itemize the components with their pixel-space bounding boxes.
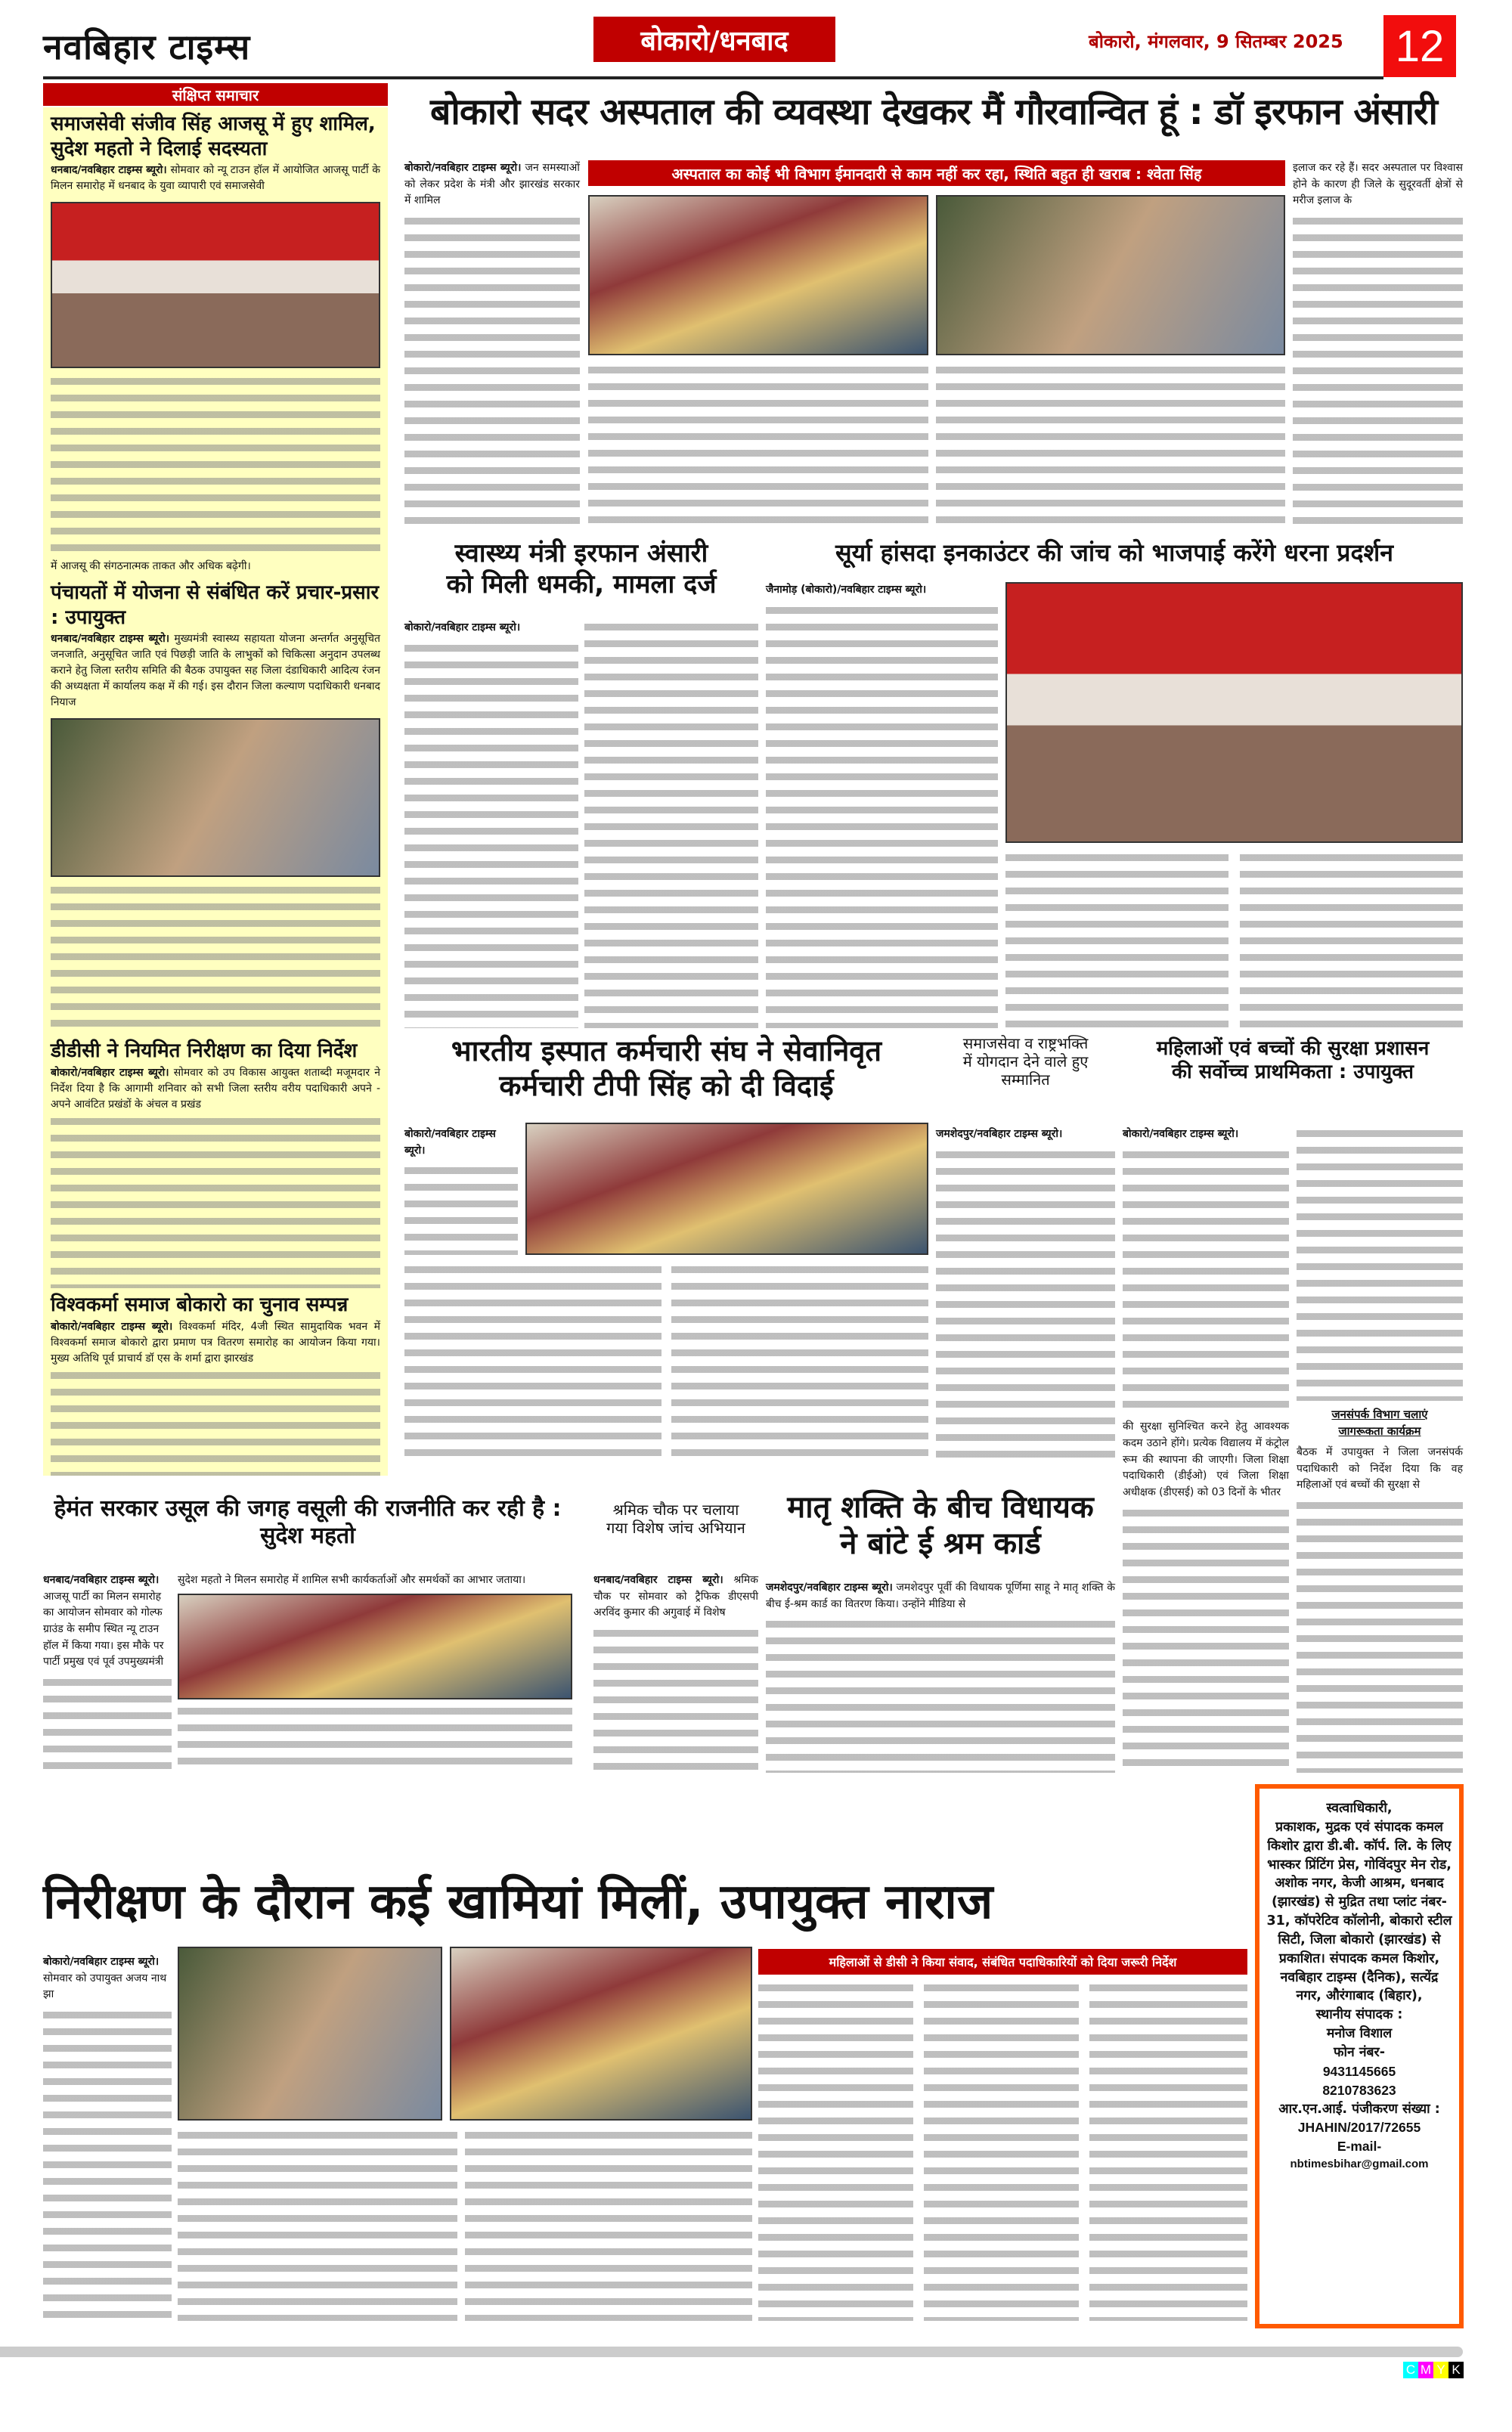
threat-column-1 [404,620,578,1028]
page-number: 12 [1383,15,1456,77]
steel-photo [525,1123,928,1255]
steel-dateline: बोकारो/नवबिहार टाइम्स ब्यूरो। [404,1128,496,1157]
briefs-label: संक्षिप्त समाचार [43,83,388,106]
safety-dateline: बोकारो/नवबिहार टाइम्स ब्यूरो। [1123,1128,1239,1140]
safety-text-lines [1297,1498,1463,1773]
brief-photo [51,718,380,877]
safety-text-lines [1297,1126,1463,1401]
registration-mark-c: C [1403,2362,1418,2378]
brief-headline: विश्वकर्मा समाज बोकारो का चुनाव सम्पन्न [51,1293,349,1316]
shramik-headline: श्रमिक चौक पर चलाया गया विशेष जांच अभियान [606,1501,745,1537]
lead-photo-2 [936,195,1285,355]
steel-text-lines [404,1163,518,1255]
surya-text-lines [766,603,998,1028]
surya-column-1 [766,582,998,1028]
steel-text-lines [404,1262,662,1463]
brief-headline: समाजसेवी संजीव सिंह आजसू में हुए शामिल, सुदेश महतो ने दिलाई सदस्यता [51,113,376,160]
brief-body: बोकारो/नवबिहार टाइम्स ब्यूरो। सोमवार को उप विकास आयुक्त शताब्दी मजूमदार ने निर्देश दिया है कि आगामी शनिवार को सभी जिला स्तरीय वरीय पदाधिकारी अपने - अपने आवंटित प्रखंडों के अंचल व प्रखंड [51,1066,380,1111]
honour-dateline: जमशेदपुर/नवबिहार टाइम्स ब्यूरो। [936,1128,1063,1140]
honour-text-lines [936,1148,1115,1463]
hemant-text-lines [43,1675,172,1773]
safety-text-lines [1123,1148,1289,1414]
safety-body-2: बैठक में उपायुक्त ने जिला जनसंपर्क पदाधिकारी को निर्देश दिया कि वह महिलाओं एवं बच्चों की सुरक्षा से [1297,1445,1463,1492]
issue-date: बोकारो, मंगलवार, 9 सितम्बर 2025 [1089,31,1343,52]
shramik-column [593,1572,758,1773]
matri-text-lines [766,1617,1115,1773]
surya-text-lines [1240,850,1463,1028]
safety-column-2 [1297,1126,1463,1773]
honour-headline: समाजसेवा व राष्ट्रभक्ति में योगदान देने वाले हुए सम्मानित [962,1034,1089,1089]
inspection-photo-1 [178,1947,442,2121]
brief-photo [51,202,380,368]
inspection-text-lines [178,2128,457,2321]
steel-headline: भारतीय इस्पात कर्मचारी संघ ने सेवानिवृत कर्मचारी टीपी सिंह को दी विदाई [451,1034,882,1102]
lead-text-lines [936,363,1285,533]
safety-body: की सुरक्षा सुनिश्चित करने हेतु आवश्यक कदम उठाने होंगे। प्रत्येक विद्यालय में कंट्रोल रूम की स्थापना की जाएगी। जिला शिक्षा पदाधिकारी (डीईओ) एवं जिला शिक्षा अधीक्षक (डीएसई) को 03 दिनों के भीतर [1123,1420,1289,1498]
hemant-text-lines [178,1704,572,1773]
threat-headline: स्वास्थ्य मंत्री इरफान अंसारी को मिली धमकी, मामला दर्ज [446,538,717,599]
brief-body: बोकारो/नवबिहार टाइम्स ब्यूरो। विश्वकर्मा मंदिर, 4जी स्थित सामुदायिक भवन में विश्वकर्मा समाज बोकारो द्वारा प्रमाण पत्र वितरण समारोह का आयोजन किया गया। मुख्य अतिथि पूर्व प्राचार्य डॉ एस के शर्मा द्वारा झारखंड [51,1320,380,1365]
registration-mark-m: M [1418,2362,1433,2378]
brief-headline: डीडीसी ने नियमित निरीक्षण का दिया निर्देश [51,1039,358,1062]
lead-subhead: अस्पताल का कोई भी विभाग ईमानदारी से काम नहीं कर रहा, स्थिति बहुत ही खराब : श्वेता सिंह [588,160,1285,186]
hemant-headline: हेमंत सरकार उसूल की जगह वसूली की राजनीति कर रही है : सुदेश महतो [54,1495,562,1549]
brief-story-1 [43,107,388,576]
imprint-box: स्वत्वाधिकारी, प्रकाशक, मुद्रक एवं संपादक कमल किशोर द्वारा डी.बी. कॉर्प. लि. के लिए भास्कर प्रिंटिंग प्रेस, गोविंदपुर मेन रोड, अशोक नगर, केजी आश्रम, धनबाद (झारखंड) से मुद्रित तथा प्लांट नंबर- 31, कॉपरेटिव कॉलोनी, बोकारो स्टील सिटी, जिला बोकारो (झारखंड) से प्रकाशित। संपादक कमल किशोर, नवबिहार टाइम्स (दैनिक), सत्येंद्र नगर, औरंगाबाद (बिहार), स्थानीय संपादक : मनोज विशाल फोन नंबर- 9431145665 8210783623 आर.एन.आई. पंजीकरण संख्या : JHAHIN/2017/72655 E-mail- nbtimesbihar@gmail.com [1255,1784,1464,2328]
inspection-text-lines [924,1981,1079,2321]
threat-dateline: बोकारो/नवबिहार टाइम्स ब्यूरो। [404,621,521,634]
matri-headline: मातृ शक्ति के बीच विधायक ने बांटे ई श्रम कार्ड [787,1490,1094,1561]
brief-body: धनबाद/नवबिहार टाइम्स ब्यूरो। सोमवार को न्यू टाउन हॉल में आयोजित आजसू पार्टी के मिलन समारोह में धनबाद के युवा व्यापारी एवं समाजसेवी [51,164,381,192]
surya-text-lines [1005,850,1228,1028]
steel-column-1 [404,1126,518,1255]
surya-photo [1005,582,1463,843]
brief-story-4 [43,1293,388,1476]
brief-text-lines [51,1368,380,1476]
hemant-body: धनबाद/नवबिहार टाइम्स ब्यूरो। आजसू पार्टी का मिलन समारोह का आयोजन सोमवार को गोल्फ ग्राउंड के समीप स्थित न्यू टाउन हॉल में किया गया। इस मौके पर पार्टी प्रमुख एवं पूर्व उपमुख्यमंत्री [43,1574,164,1668]
inspection-subhead: महिलाओं से डीसी ने किया संवाद, संबंधित पदाधिकारियों को दिया जरूरी निर्देश [758,1949,1247,1975]
section-label: बोकारो/धनबाद [593,17,835,62]
lead-column-right [1293,160,1463,533]
brief-ending: में आजसू की संगठनात्मक ताकत और अधिक बढ़ेगी। [51,560,251,572]
lead-right-body: इलाज कर रहे हैं। सदर अस्पताल पर विश्वास होने के कारण ही जिले के सुदूरवर्ती क्षेत्रों से मरीज इलाज के [1293,162,1463,207]
brief-text-lines [51,883,380,1034]
matri-column [766,1580,1115,1773]
steel-text-lines [671,1262,928,1463]
shramik-text-lines [593,1626,758,1773]
lead-photo-1 [588,195,928,355]
inspection-column-1 [43,1954,172,2321]
lead-text-lines [1293,214,1463,533]
safety-text-lines [1123,1506,1289,1773]
imprint-email: nbtimesbihar@gmail.com [1290,2158,1429,2171]
header-divider [43,76,1383,79]
brief-text-lines [51,1114,380,1289]
inspection-headline: निरीक्षण के दौरान कई खामियां मिलीं, उपायुक्त नाराज [43,1874,993,1930]
inspection-text-lines [465,2128,752,2321]
surya-dateline: जैनामोड़ (बोकारो)/नवबिहार टाइम्स ब्यूरो। [766,584,927,596]
lead-column-1 [404,160,580,533]
inspection-text-lines [1089,1981,1247,2321]
brief-story-2 [43,581,388,1034]
registration-mark-k: K [1448,2362,1464,2378]
brief-text-lines [51,374,380,557]
matri-body: जमशेदपुर/नवबिहार टाइम्स ब्यूरो। जमशेदपुर पूर्वी की विधायक पूर्णिमा साहू ने मातृ शक्ति के बीच ई-श्रम कार्ड का वितरण किया। उन्होंने मीडिया से [766,1582,1115,1610]
surya-headline: सूर्या हांसदा इनकाउंटर की जांच को भाजपाई करेंगे धरना प्रदर्शन [835,538,1394,567]
safety-subhead: जनसंपर्क विभाग चलाएं जागरूकता कार्यक्रम [1331,1407,1428,1438]
registration-mark-y: Y [1433,2362,1448,2378]
brief-body: धनबाद/नवबिहार टाइम्स ब्यूरो। मुख्यमंत्री स्वास्थ्य सहायता योजना अन्तर्गत अनुसूचित जनजाति, अनुसूचित जाति एवं पिछड़ी जाति के लाभुकों को चिकित्सा अनुदान उपलब्ध कराने हेतु जिला स्तरीय समिति की बैठक उपायुक्त सह जिला दंडाधिकारी आदित्य रंजन की अध्यक्षता में कार्यालय कक्ष में की गई। इस दौरान जिला कल्याण पदाधिकारी धनबाद नियाज [51,633,381,708]
safety-headline: महिलाओं एवं बच्चों की सुरक्षा प्रशासन की सर्वोच्च प्राथमिकता : उपायुक्त [1156,1037,1430,1084]
newspaper-masthead: नवबिहार टाइम्स [43,26,251,67]
shramik-body: धनबाद/नवबिहार टाइम्स ब्यूरो। श्रमिक चौक पर सोमवार को ट्रैफिक डीएसपी अरविंद कुमार की अगुवाई में विशेष [593,1574,759,1619]
hemant-body-2: सुदेश महतो ने मिलन समारोह में शामिल सभी कार्यकर्ताओं और समर्थकों का आभार जताया। [178,1574,526,1586]
footer-bar [0,2347,1463,2357]
lead-headline: बोकारो सदर अस्पताल की व्यवस्था देखकर मैं गौरवान्वित हूं : डॉ इरफान अंसारी [430,91,1437,133]
lead-text-lines [588,363,928,533]
hemant-column-1 [43,1572,172,1773]
brief-headline: पंचायतों में योजना से संबंधित करें प्रचार-प्रसार : उपायुक्त [51,581,380,629]
inspection-text-lines [758,1981,913,2321]
briefs-column [43,107,388,1476]
lead-body: बोकारो/नवबिहार टाइम्स ब्यूरो। जन समस्याओं को लेकर प्रदेश के मंत्री और झारखंड सरकार में शामिल [404,162,580,207]
brief-story-3 [43,1039,388,1288]
lead-text-lines [404,214,580,533]
hemant-photo [178,1594,572,1699]
inspection-body: बोकारो/नवबिहार टाइम्स ब्यूरो। सोमवार को उपायुक्त अजय नाथ झा [43,1956,167,2001]
threat-text-lines [404,641,578,1028]
threat-text-lines [584,620,758,1028]
honour-column [936,1126,1115,1463]
inspection-photo-2 [450,1947,752,2121]
safety-column-1 [1123,1126,1289,1773]
inspection-text-lines [43,2008,172,2321]
hemant-column-2 [178,1572,572,1773]
